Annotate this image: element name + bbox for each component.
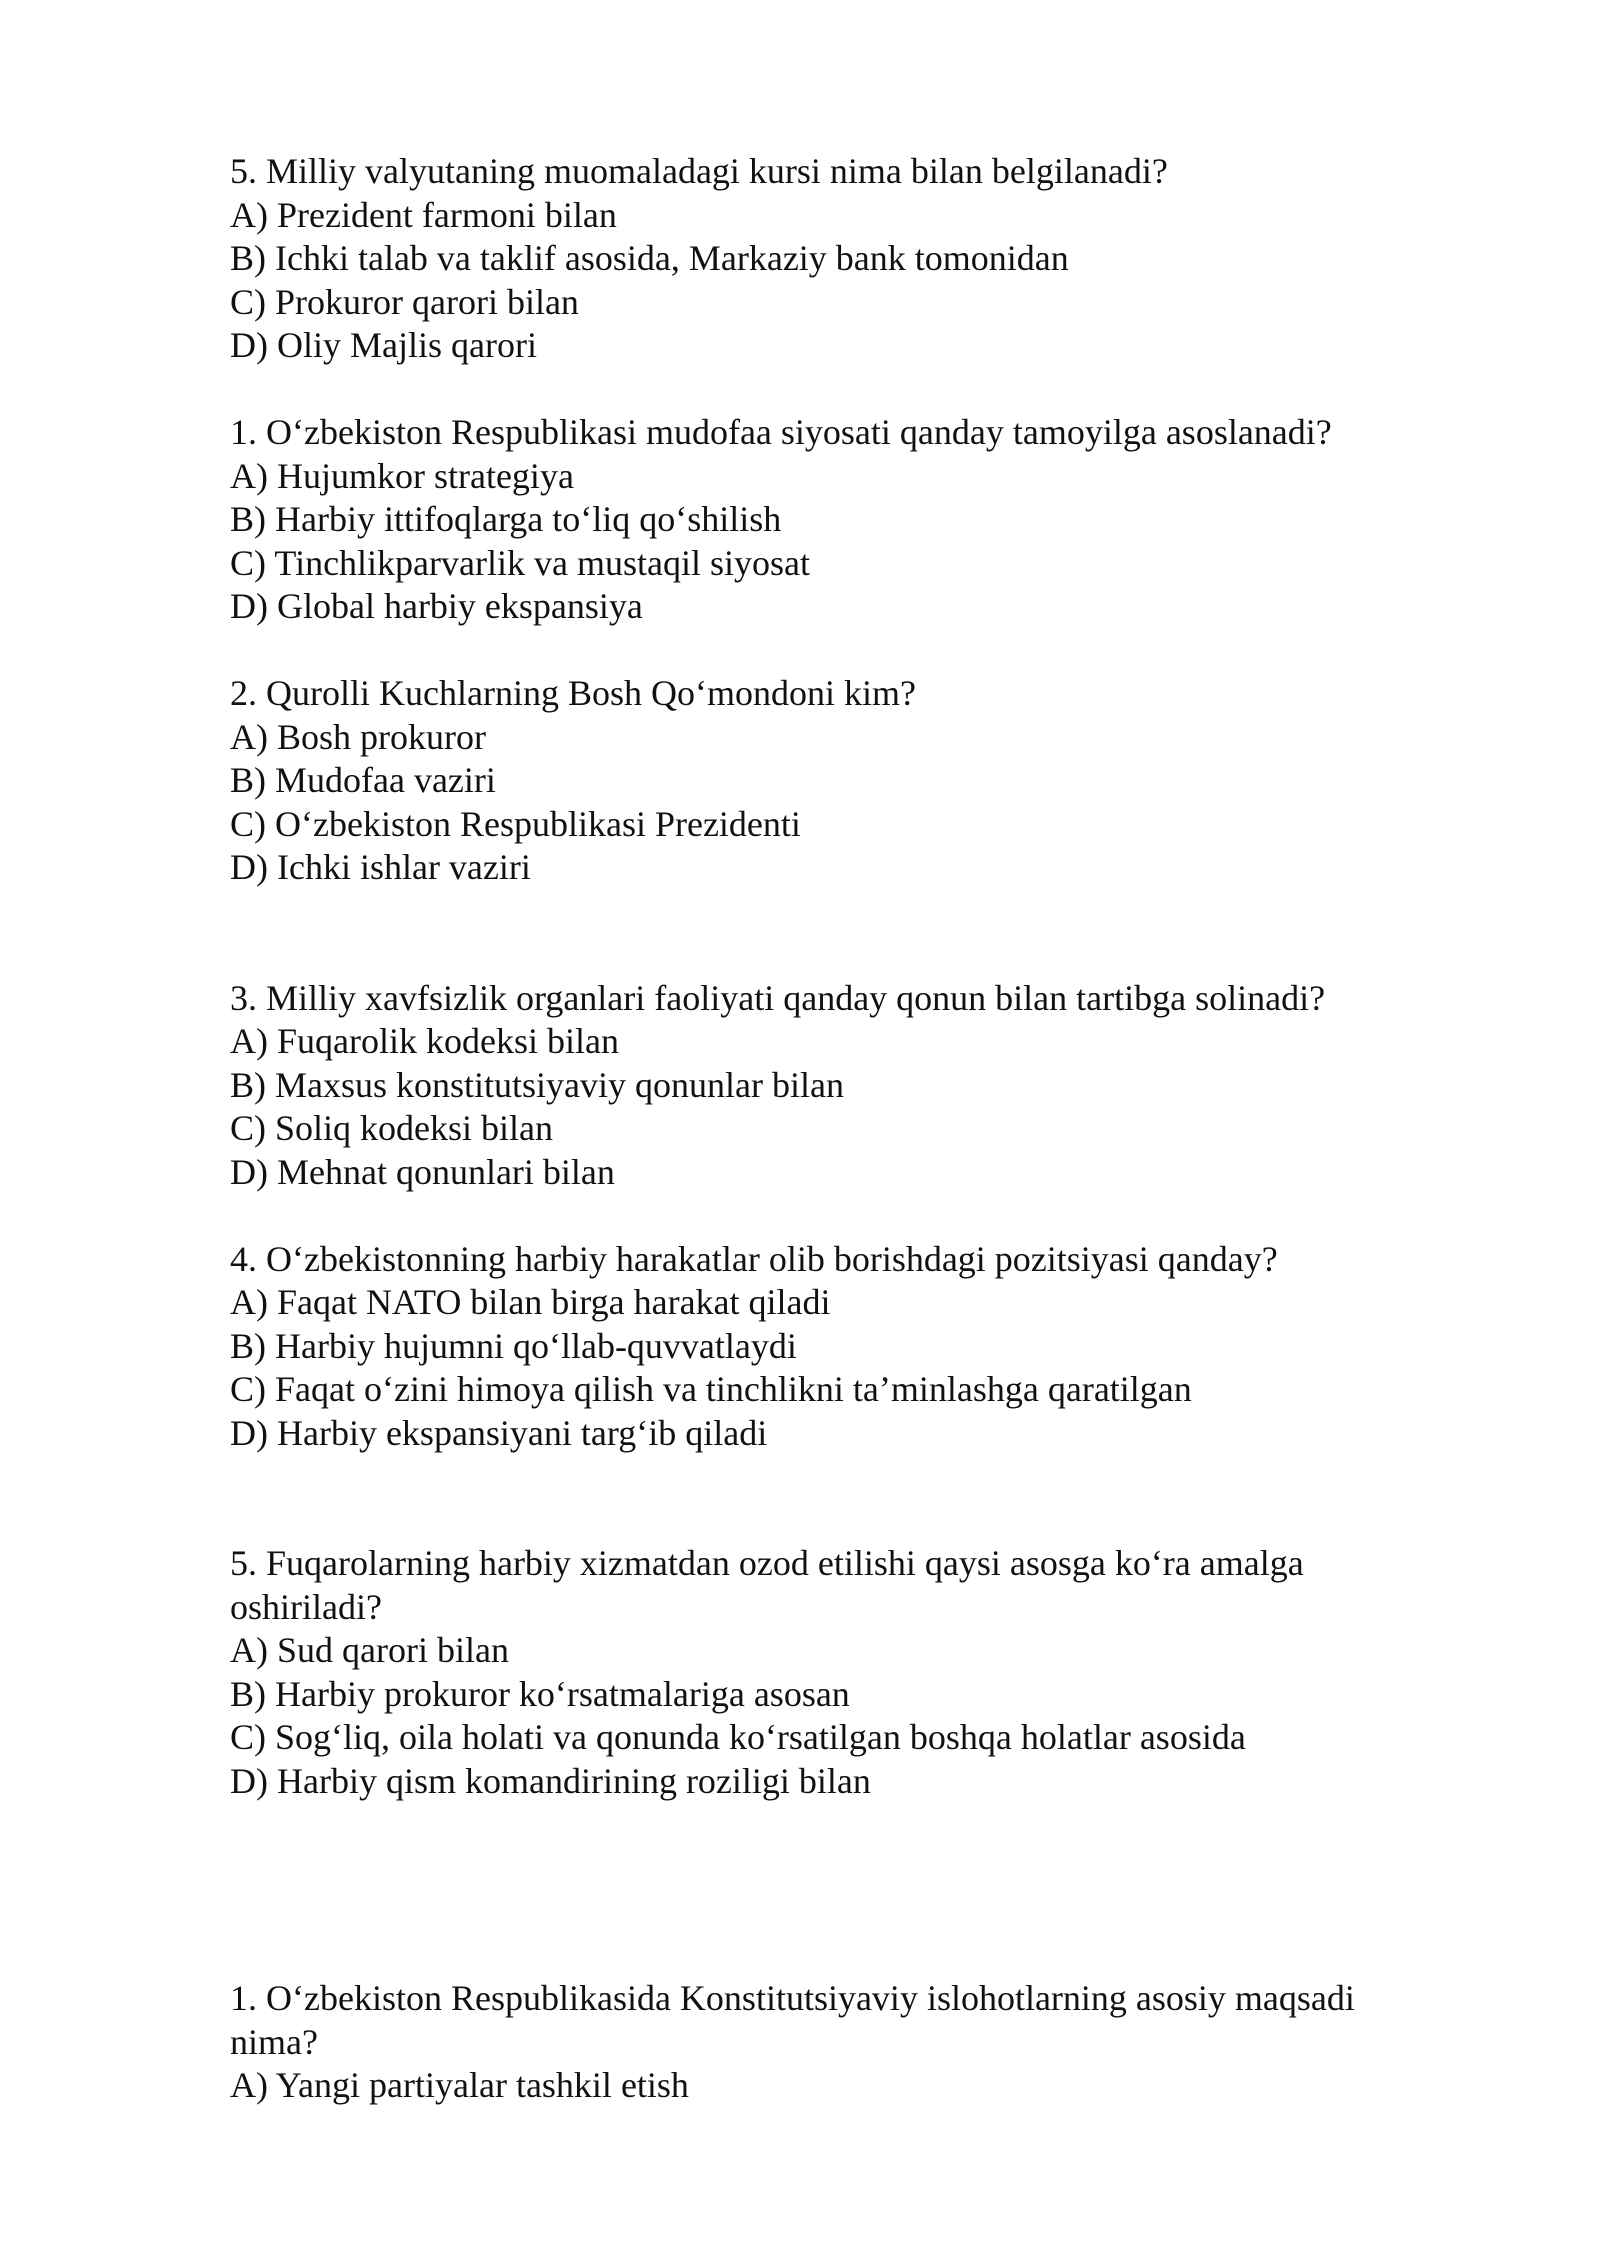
question-block: [230, 150, 1430, 368]
question-text: 5. Fuqarolarning harbiy xizmatdan ozod etilishi qaysi asosga ko‘ra amalga: [230, 1543, 1304, 1583]
answer-option: C) O‘zbekiston Respublikasi Prezidenti: [230, 803, 801, 844]
question-block: [230, 1238, 1430, 1456]
answer-option: B) Ichki talab va taklif asosida, Markaziy bank tomonidan: [230, 238, 1069, 278]
spacer: [230, 368, 1430, 412]
spacer: [230, 1455, 1430, 1542]
spacer: [230, 1803, 1430, 1977]
answer-option: A) Bosh prokuror: [230, 716, 486, 757]
answer-option: C) Faqat o‘zini himoya qilish va tinchlikni ta’minlashga qaratilgan: [230, 1369, 1192, 1409]
answer-option: D) Harbiy qism komandirining roziligi bilan: [230, 1760, 871, 1801]
question-block: [230, 1977, 1430, 2108]
answer-option: C) Sog‘liq, oila holati va qonunda ko‘rsatilgan boshqa holatlar asosida: [230, 1717, 1246, 1757]
question-block: [230, 411, 1430, 629]
spacer: [230, 890, 1430, 977]
answer-option: B) Maxsus konstitutsiyaviy qonunlar bilan: [230, 1064, 844, 1105]
question-text: 1. O‘zbekiston Respublikasida Konstitutsiyaviy islohotlarning asosiy maqsadi: [230, 1978, 1355, 2018]
answer-option: A) Sud qarori bilan: [230, 1630, 509, 1670]
question-block: [230, 672, 1430, 890]
quiz-content: [230, 150, 1430, 2108]
question-text-continued: oshiriladi?: [230, 1586, 382, 1627]
question-text: 5. Milliy valyutaning muomaladagi kursi nima bilan belgilanadi?: [230, 151, 1168, 191]
answer-option: D) Oliy Majlis qarori: [230, 325, 537, 365]
spacer: [230, 629, 1430, 673]
question-block: [230, 977, 1430, 1195]
spacer: [230, 1194, 1430, 1238]
answer-option: B) Harbiy hujumni qo‘llab-quvvatlaydi: [230, 1325, 797, 1366]
answer-option: D) Harbiy ekspansiyani targ‘ib qiladi: [230, 1412, 768, 1453]
answer-option: A) Faqat NATO bilan birga harakat qiladi: [230, 1282, 831, 1322]
question-block: [230, 1542, 1430, 1803]
answer-option: C) Prokuror qarori bilan: [230, 281, 579, 322]
answer-option: B) Harbiy prokuror ko‘rsatmalariga asosan: [230, 1673, 850, 1714]
answer-option: A) Prezident farmoni bilan: [230, 194, 617, 235]
question-text: 1. O‘zbekiston Respublikasi mudofaa siyosati qanday tamoyilga asoslanadi?: [230, 412, 1332, 452]
question-text: 3. Milliy xavfsizlik organlari faoliyati qanday qonun bilan tartibga solinadi?: [230, 977, 1326, 1018]
answer-option: A) Yangi partiyalar tashkil etish: [230, 2065, 689, 2105]
answer-option: C) Tinchlikparvarlik va mustaqil siyosat: [230, 542, 810, 583]
answer-option: A) Fuqarolik kodeksi bilan: [230, 1021, 619, 1061]
answer-option: A) Hujumkor strategiya: [230, 455, 574, 496]
question-text: 2. Qurolli Kuchlarning Bosh Qo‘mondoni kim?: [230, 673, 916, 713]
answer-option: B) Mudofaa vaziri: [230, 760, 496, 800]
question-text: 4. O‘zbekistonning harbiy harakatlar olib borishdagi pozitsiyasi qanday?: [230, 1238, 1278, 1279]
answer-option: D) Mehnat qonunlari bilan: [230, 1151, 615, 1192]
answer-option: D) Ichki ishlar vaziri: [230, 847, 531, 887]
answer-option: B) Harbiy ittifoqlarga to‘liq qo‘shilish: [230, 499, 782, 539]
answer-option: C) Soliq kodeksi bilan: [230, 1108, 553, 1148]
question-text-continued: nima?: [230, 2021, 318, 2062]
answer-option: D) Global harbiy ekspansiya: [230, 586, 643, 626]
